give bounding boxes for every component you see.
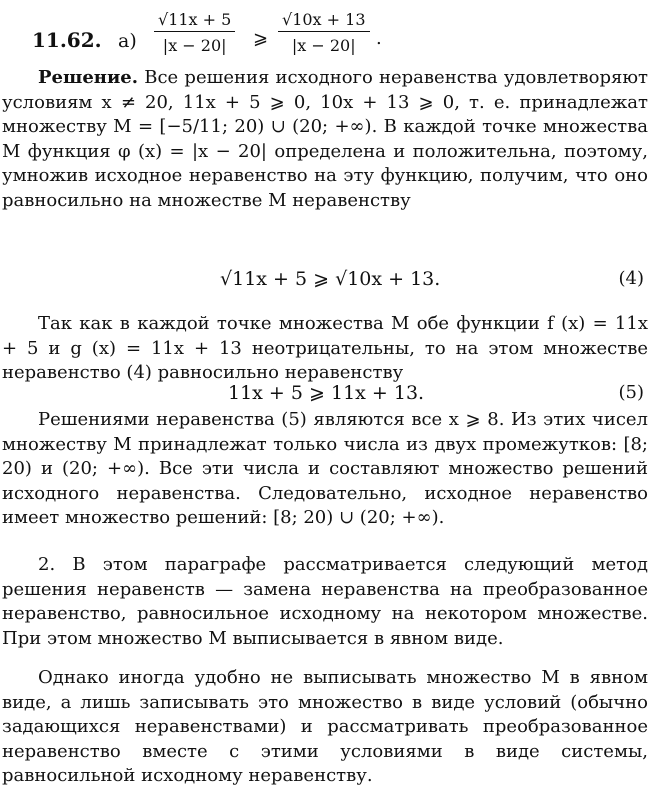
solution-heading: Решение. [38,67,139,88]
solution-paragraph-3: Решениями неравенства (5) являются все x ⩾ 8. Из этих чисел множеству M принадлежат только числа из двух промежутков: [8; 20) и (20; +∞). Все эти числа и составляют множество решений исходного неравенства. Следовательно, исходное неравенство имеет множество решений: [8; 20) ∪ (20; +∞). [2,409,648,528]
rhs-denominator: |x − 20| [291,36,356,55]
equation-4-tag: (4) [618,268,644,289]
statement-end: . [376,28,382,49]
solution-text-1: Все решения исходного неравенства удовлетворяют условиям x ≠ 20, 11x + 5 ⩾ 0, 10x + 13 ⩾ 0, т. е. принадлежат множеству M = [−5/11; 20) ∪ (20; +∞). В каждой точке множества M функция φ (x) = |x − 20| определена и положительна, поэтому, умножив исходное неравенство на эту функцию, получим, что оно равносильно на множестве M неравенству [2,67,648,211]
rhs-numerator: √10x + 13 [278,10,370,32]
lhs-numerator: √11x + 5 [154,10,235,32]
section-paragraph-3: Однако иногда удобно не выписывать множество M в явном виде, а лишь записывать это множество в виде условий (обычно задающихся неравенствами) и рассматривать преобразованное неравенство вместе с этими условиями в виде системы, равносильной исходному неравенству. [2,667,648,786]
relation-sign: ⩾ [253,28,269,49]
lhs-denominator: |x − 20| [162,36,227,55]
problem-part-label: а) [118,30,137,52]
equation-4-body: √11x + 5 ⩾ √10x + 13. [220,268,441,290]
section-paragraph-2: 2. В этом параграфе рассматривается следующий метод решения неравенств — замена неравенства на преобразованное неравенство, равносильное исходному на некотором множестве. При этом множество M выписывается в явном виде. [2,554,648,649]
lhs-fraction [154,10,235,55]
rhs-fraction [278,10,370,55]
solution-paragraph-2: Так как в каждой точке множества M обе функции f (x) = 11x + 5 и g (x) = 11x + 13 неотрицательны, то на этом множестве неравенство (4) равносильно неравенству [2,313,648,383]
problem-number: 11.62. [32,28,102,52]
solution-paragraph-1 [2,66,648,213]
equation-5-tag: (5) [618,382,644,403]
equation-5-body: 11x + 5 ⩾ 11x + 13. [228,382,425,404]
problem-statement [2,4,650,64]
